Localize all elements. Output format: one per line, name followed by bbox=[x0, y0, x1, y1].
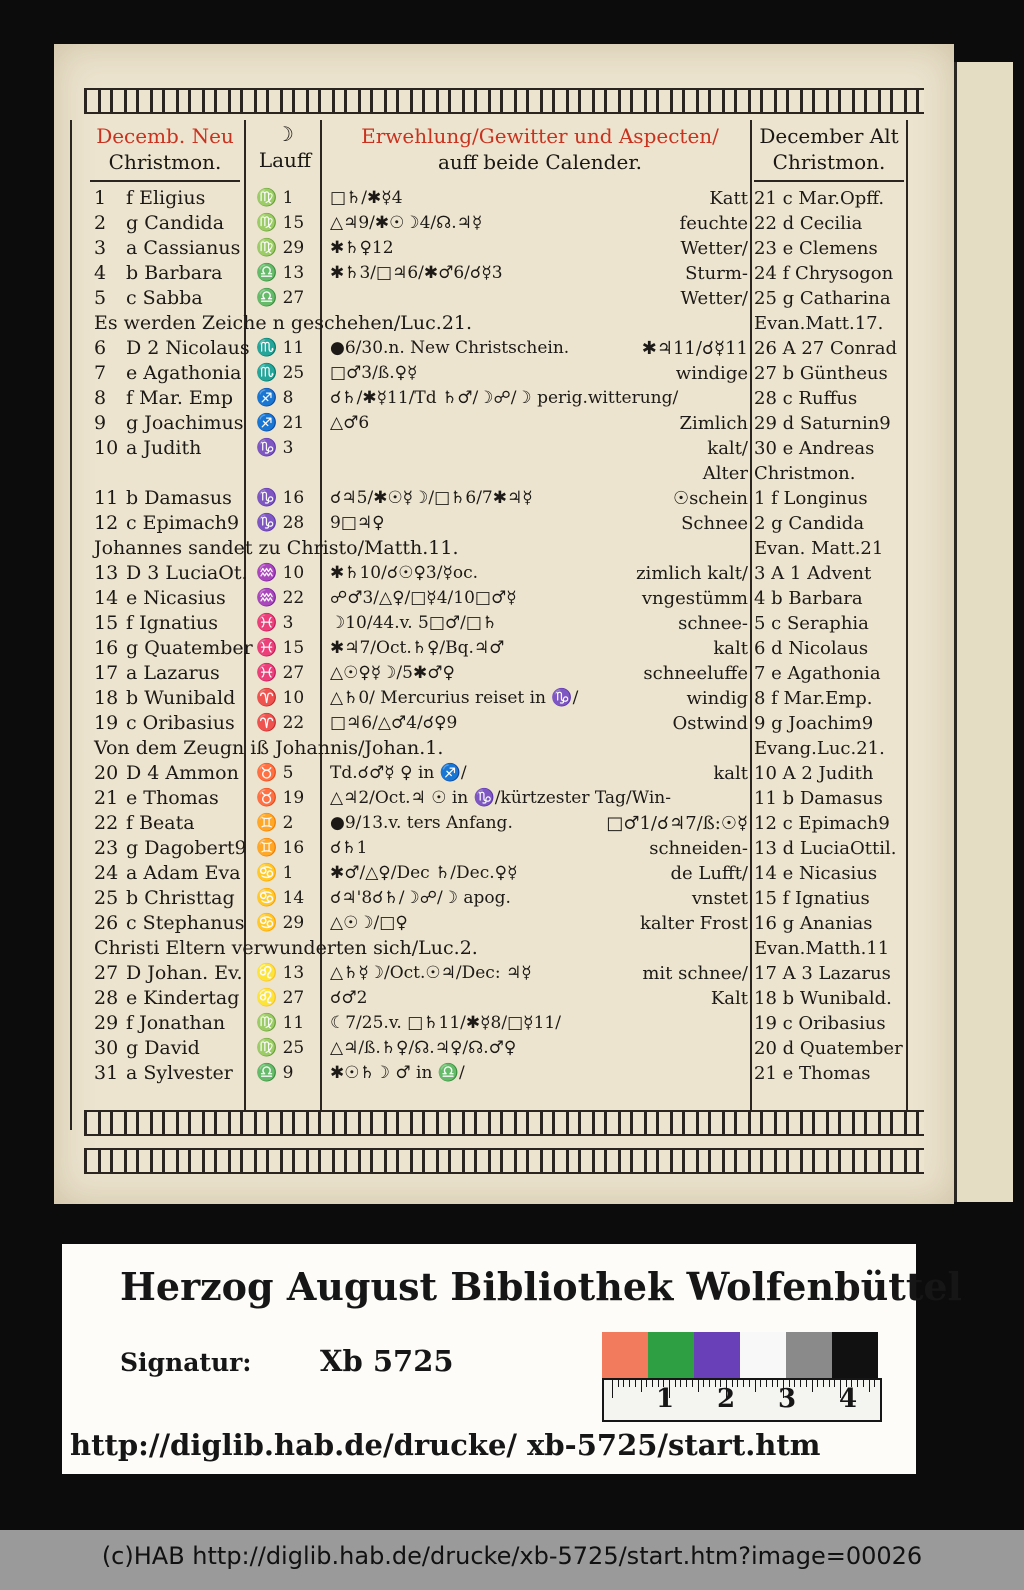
weather-text: Zimlich bbox=[679, 413, 748, 434]
calendar-row bbox=[54, 636, 954, 661]
col1-title-red: Decemb. Neu bbox=[96, 124, 234, 148]
old-calendar-entry: Evan.Matth.11 bbox=[754, 938, 890, 959]
saint-name: g Quatember bbox=[126, 637, 253, 659]
moon-position: ♎ 9 bbox=[256, 1063, 294, 1083]
moon-position: ♒ 10 bbox=[256, 563, 305, 583]
weather-text: ✱♃11/☌☿11 bbox=[641, 338, 748, 359]
saint-name: f Jonathan bbox=[126, 1012, 226, 1034]
day-number: 9 bbox=[94, 412, 107, 434]
weather-text: kalter Frost bbox=[639, 913, 748, 934]
ruler-tick bbox=[743, 1380, 744, 1387]
ruler-tick bbox=[760, 1380, 761, 1387]
day-number: 27 bbox=[94, 962, 119, 984]
moon-position: ♌ 27 bbox=[256, 988, 305, 1008]
moon-position: ♍ 11 bbox=[256, 1013, 305, 1033]
calendar-row bbox=[54, 186, 954, 211]
ruler-tick bbox=[635, 1380, 636, 1387]
gospel-reading-line: Von dem Zeugn iß Johannis/Johan.1. bbox=[94, 737, 444, 759]
old-calendar-entry: 10 A 2 Judith bbox=[754, 763, 874, 784]
ruler-tick bbox=[874, 1380, 875, 1387]
calendar-row bbox=[54, 1036, 954, 1061]
calendar-row bbox=[54, 461, 954, 486]
ruler-tick bbox=[857, 1380, 858, 1387]
col3-title: auff beide Calender. bbox=[437, 150, 643, 174]
day-number: 6 bbox=[94, 337, 107, 359]
day-number: 28 bbox=[94, 987, 119, 1009]
calendar-row bbox=[54, 486, 954, 511]
old-calendar-entry: 9 g Joachim9 bbox=[754, 713, 874, 734]
moon-position: ♑ 28 bbox=[256, 513, 305, 533]
old-calendar-entry: Evang.Luc.21. bbox=[754, 738, 885, 759]
middle-ornament-border bbox=[84, 1110, 924, 1136]
old-calendar-entry: 29 d Saturnin9 bbox=[754, 413, 891, 434]
day-number: 30 bbox=[94, 1037, 119, 1059]
weather-text: vngestümm bbox=[641, 588, 748, 609]
weather-text: Alter bbox=[702, 463, 748, 484]
day-number: 20 bbox=[94, 762, 119, 784]
old-calendar-entry: Evan.Matt.17. bbox=[754, 313, 884, 334]
ruler-number: 2 bbox=[717, 1384, 736, 1414]
old-calendar-entry: 1 f Longinus bbox=[754, 488, 868, 509]
day-number: 31 bbox=[94, 1062, 119, 1084]
calendar-row bbox=[54, 961, 954, 986]
saint-name: b Damasus bbox=[126, 487, 232, 509]
ruler-tick bbox=[800, 1380, 801, 1387]
old-calendar-entry: 12 c Epimach9 bbox=[754, 813, 890, 834]
aspect-text: △♃9/✱☉☽4/☊.♃☿ bbox=[330, 213, 483, 233]
moon-position: ♏ 11 bbox=[256, 338, 305, 358]
calendar-row bbox=[54, 661, 954, 686]
day-number: 13 bbox=[94, 562, 119, 584]
ruler-tick bbox=[623, 1380, 624, 1387]
aspect-text: ✱☉♄☽ ♂ in ♎/ bbox=[330, 1063, 465, 1083]
weather-text: □♂1/☌♃7/ß:☉☿ bbox=[606, 813, 748, 834]
day-number: 5 bbox=[94, 287, 107, 309]
moon-position: ♉ 19 bbox=[256, 788, 305, 808]
weather-text: kalt bbox=[713, 638, 748, 659]
weather-text: schnee- bbox=[678, 613, 748, 634]
weather-text: Wetter/ bbox=[680, 238, 748, 259]
col2-title-moon: ☽ bbox=[276, 122, 294, 146]
calendar-row bbox=[54, 436, 954, 461]
aspect-text: ☌♃'8☌♄/☽☍/☽ apog. bbox=[330, 888, 511, 908]
ruler-tick bbox=[692, 1380, 693, 1387]
day-number: 7 bbox=[94, 362, 107, 384]
aspect-text: ✱♄3/□♃6/✱♂6/☌☿3 bbox=[330, 263, 503, 283]
ruler-tick bbox=[749, 1380, 750, 1387]
weather-text: Wetter/ bbox=[680, 288, 748, 309]
moon-position: ♑ 16 bbox=[256, 488, 305, 508]
ruler-tick bbox=[737, 1380, 738, 1387]
saint-name: f Beata bbox=[126, 812, 195, 834]
calendar-row bbox=[54, 311, 954, 336]
day-number: 10 bbox=[94, 437, 119, 459]
day-number: 17 bbox=[94, 662, 119, 684]
old-calendar-entry: 6 d Nicolaus bbox=[754, 638, 869, 659]
calendar-row bbox=[54, 986, 954, 1011]
calendar-row bbox=[54, 511, 954, 536]
day-number: 11 bbox=[94, 487, 119, 509]
old-calendar-entry: Christmon. bbox=[754, 463, 856, 484]
library-label-card bbox=[62, 1244, 962, 1474]
old-calendar-entry: 15 f Ignatius bbox=[754, 888, 870, 909]
calendar-page bbox=[54, 44, 954, 1204]
moon-position: ♈ 22 bbox=[256, 713, 305, 733]
ruler-tick bbox=[618, 1380, 619, 1387]
saint-name: D 3 LuciaOt. bbox=[126, 562, 248, 584]
saint-name: D 2 Nicolaus bbox=[126, 337, 250, 359]
ruler-tick bbox=[772, 1380, 773, 1387]
old-calendar-entry: 21 c Mar.Opff. bbox=[754, 188, 885, 209]
saint-name: e Nicasius bbox=[126, 587, 226, 609]
saint-name: b Christtag bbox=[126, 887, 235, 909]
color-swatch bbox=[602, 1332, 648, 1378]
day-number: 4 bbox=[94, 262, 107, 284]
old-calendar-entry: 21 e Thomas bbox=[754, 1063, 871, 1084]
color-swatch bbox=[648, 1332, 694, 1378]
calendar-row bbox=[54, 586, 954, 611]
aspect-text: ☌♂2 bbox=[330, 988, 368, 1008]
ruler-tick bbox=[680, 1380, 681, 1387]
old-calendar-entry: Evan. Matt.21 bbox=[754, 538, 884, 559]
aspect-text: ☌♃5/✱☉☿☽/□♄6/7✱♃☿ bbox=[330, 488, 533, 508]
bottom-ornament-border bbox=[84, 1148, 924, 1174]
ruler-tick bbox=[703, 1380, 704, 1387]
calendar-row bbox=[54, 611, 954, 636]
header-rule-4 bbox=[754, 180, 904, 182]
aspect-text: △♄0/ Mercurius reiset in ♑/ bbox=[330, 688, 579, 708]
saint-name: g Joachimus bbox=[126, 412, 244, 434]
ruler-tick bbox=[829, 1380, 830, 1387]
calendar-row bbox=[54, 236, 954, 261]
moon-position: ♋ 1 bbox=[256, 863, 294, 883]
saint-name: b Wunibald bbox=[126, 687, 236, 709]
aspect-text: □♃6/△♂4/☌♀9 bbox=[330, 713, 458, 733]
weather-text: Kalt bbox=[710, 988, 748, 1009]
aspect-text: Td.☌♂☿ ♀ in ♐/ bbox=[330, 763, 467, 783]
ruler-tick bbox=[629, 1380, 630, 1387]
old-calendar-entry: 18 b Wunibald. bbox=[754, 988, 892, 1009]
calendar-row bbox=[54, 536, 954, 561]
ruler-tick bbox=[675, 1380, 676, 1387]
ruler-tick bbox=[823, 1380, 824, 1387]
saint-name: c Stephanus bbox=[126, 912, 245, 934]
day-number: 16 bbox=[94, 637, 119, 659]
saint-name: a Adam Eva bbox=[126, 862, 241, 884]
moon-position: ♏ 25 bbox=[256, 363, 305, 383]
aspect-text: □♂3/ß.♀☿ bbox=[330, 363, 418, 383]
calendar-row bbox=[54, 936, 954, 961]
ruler-tick bbox=[646, 1380, 647, 1387]
ruler-number: 1 bbox=[656, 1384, 675, 1414]
scale-ruler bbox=[602, 1378, 882, 1422]
aspect-text: ●9/13.v. ters Anfang. bbox=[330, 813, 513, 833]
saint-name: a Sylvester bbox=[126, 1062, 233, 1084]
saint-name: e Thomas bbox=[126, 787, 219, 809]
weather-text: Katt bbox=[709, 188, 748, 209]
saint-name: a Judith bbox=[126, 437, 202, 459]
old-calendar-entry: 2 g Candida bbox=[754, 513, 865, 534]
top-ornament-border bbox=[84, 88, 924, 114]
calendar-row bbox=[54, 736, 954, 761]
moon-position: ♍ 29 bbox=[256, 238, 305, 258]
ruler-tick bbox=[641, 1380, 642, 1392]
calendar-row bbox=[54, 886, 954, 911]
saint-name: a Lazarus bbox=[126, 662, 220, 684]
ruler-tick bbox=[709, 1380, 710, 1387]
day-number: 22 bbox=[94, 812, 119, 834]
moon-position: ♑ 3 bbox=[256, 438, 294, 458]
old-calendar-entry: 17 A 3 Lazarus bbox=[754, 963, 891, 984]
calendar-row bbox=[54, 1011, 954, 1036]
aspect-text: ☾7/25.v. □♄11/✱☿8/□☿11/ bbox=[330, 1013, 561, 1033]
moon-position: ♉ 5 bbox=[256, 763, 294, 783]
old-calendar-entry: 22 d Cecilia bbox=[754, 213, 863, 234]
day-number: 15 bbox=[94, 612, 119, 634]
moon-position: ♒ 22 bbox=[256, 588, 305, 608]
catalog-url: http://diglib.hab.de/drucke/ xb-5725/start.htm bbox=[70, 1428, 821, 1462]
old-calendar-entry: 11 b Damasus bbox=[754, 788, 883, 809]
saint-name: c Epimach9 bbox=[126, 512, 240, 534]
ruler-tick bbox=[806, 1380, 807, 1387]
day-number: 23 bbox=[94, 837, 119, 859]
aspect-text: △♂6 bbox=[330, 413, 370, 433]
moon-position: ♓ 3 bbox=[256, 613, 294, 633]
saint-name: a Cassianus bbox=[126, 237, 241, 259]
aspect-text: △♄☿☽/Oct.☉♃/Dec: ♃☿ bbox=[330, 963, 532, 983]
ruler-number: 3 bbox=[778, 1384, 797, 1414]
old-calendar-entry: 7 e Agathonia bbox=[754, 663, 881, 684]
old-calendar-entry: 8 f Mar.Emp. bbox=[754, 688, 873, 709]
day-number: 26 bbox=[94, 912, 119, 934]
old-calendar-entry: 16 g Ananias bbox=[754, 913, 873, 934]
day-number: 12 bbox=[94, 512, 119, 534]
old-calendar-entry: 25 g Catharina bbox=[754, 288, 891, 309]
saint-name: b Barbara bbox=[126, 262, 223, 284]
ruler-tick bbox=[863, 1380, 864, 1387]
calendar-row bbox=[54, 286, 954, 311]
moon-position: ♈ 10 bbox=[256, 688, 305, 708]
calendar-row bbox=[54, 761, 954, 786]
moon-position: ♐ 8 bbox=[256, 388, 294, 408]
aspect-text: ☽10/44.v. 5□♂/□♄ bbox=[330, 613, 498, 633]
aspect-text: ✱♂/△♀/Dec ♄/Dec.♀☿ bbox=[330, 863, 518, 883]
moon-position: ♐ 21 bbox=[256, 413, 305, 433]
old-calendar-entry: 19 c Oribasius bbox=[754, 1013, 886, 1034]
saint-name: f Eligius bbox=[126, 187, 206, 209]
moon-position: ♊ 2 bbox=[256, 813, 294, 833]
footer-copyright-url: (c)HAB http://diglib.hab.de/drucke/xb-5725/start.htm?image=00026 bbox=[101, 1542, 923, 1570]
old-calendar-entry: 5 c Seraphia bbox=[754, 613, 869, 634]
old-calendar-entry: 14 e Nicasius bbox=[754, 863, 878, 884]
color-swatch bbox=[740, 1332, 786, 1378]
ruler-tick bbox=[766, 1380, 767, 1387]
ruler-tick bbox=[652, 1380, 653, 1387]
calendar-row bbox=[54, 411, 954, 436]
gospel-reading-line: Johannes sandet zu Christo/Matth.11. bbox=[94, 537, 459, 559]
calendar-row bbox=[54, 711, 954, 736]
weather-text: kalt/ bbox=[707, 438, 748, 459]
old-calendar-entry: 27 b Güntheus bbox=[754, 363, 888, 384]
weather-text: vnstet bbox=[691, 888, 748, 909]
aspect-text: ✱♄♀12 bbox=[330, 238, 394, 258]
calendar-rows bbox=[54, 186, 954, 1106]
col3-title-red: Erwehlung/Gewitter und Aspecten/ bbox=[361, 124, 719, 148]
col1-title: Christmon. bbox=[108, 150, 222, 174]
old-calendar-entry: 13 d LuciaOttil. bbox=[754, 838, 897, 859]
old-calendar-entry: 20 d Quatember bbox=[754, 1038, 903, 1059]
calendar-row bbox=[54, 211, 954, 236]
moon-position: ♎ 27 bbox=[256, 288, 305, 308]
aspect-text: △♃2/Oct.♃ ☉ in ♑/kürtzester Tag/Win- bbox=[330, 788, 671, 808]
saint-name: g Candida bbox=[126, 212, 225, 234]
aspect-text: 9□♃♀ bbox=[330, 513, 385, 533]
aspect-text: ☌♄/✱☿11/Td ♄♂/☽☍/☽ perig.witterung/ bbox=[330, 388, 679, 408]
weather-text: de Lufft/ bbox=[670, 863, 748, 884]
saint-name: e Agathonia bbox=[126, 362, 242, 384]
weather-text: ☉schein bbox=[672, 488, 748, 509]
day-number: 14 bbox=[94, 587, 119, 609]
moon-position: ♍ 25 bbox=[256, 1038, 305, 1058]
day-number: 1 bbox=[94, 187, 107, 209]
weather-text: feuchte bbox=[679, 213, 748, 234]
calendar-row bbox=[54, 786, 954, 811]
day-number: 3 bbox=[94, 237, 107, 259]
moon-position: ♊ 16 bbox=[256, 838, 305, 858]
calendar-row bbox=[54, 911, 954, 936]
calendar-row bbox=[54, 836, 954, 861]
aspect-text: ✱♄10/☌☉♀3/☿oc. bbox=[330, 563, 479, 583]
aspect-text: ☌♄1 bbox=[330, 838, 368, 858]
color-swatch bbox=[786, 1332, 832, 1378]
calendar-row bbox=[54, 336, 954, 361]
moon-position: ♍ 1 bbox=[256, 188, 294, 208]
ruler-tick bbox=[869, 1380, 870, 1392]
moon-position: ♋ 14 bbox=[256, 888, 305, 908]
moon-position: ♓ 27 bbox=[256, 663, 305, 683]
saint-name: c Oribasius bbox=[126, 712, 235, 734]
weather-text: Sturm- bbox=[685, 263, 748, 284]
old-calendar-entry: 23 e Clemens bbox=[754, 238, 878, 259]
ruler-tick bbox=[698, 1380, 699, 1392]
moon-position: ♋ 29 bbox=[256, 913, 305, 933]
moon-position: ♓ 15 bbox=[256, 638, 305, 658]
old-calendar-entry: 24 f Chrysogon bbox=[754, 263, 894, 284]
old-calendar-entry: 28 c Ruffus bbox=[754, 388, 858, 409]
header-rule-1 bbox=[90, 180, 240, 182]
weather-text: kalt bbox=[713, 763, 748, 784]
saint-name: c Sabba bbox=[126, 287, 203, 309]
saint-name: f Ignatius bbox=[126, 612, 219, 634]
old-calendar-entry: 4 b Barbara bbox=[754, 588, 863, 609]
moon-position: ♎ 13 bbox=[256, 263, 305, 283]
aspect-text: △♃/ß.♄♀/☊.♃♀/☊.♂♀ bbox=[330, 1038, 517, 1058]
calendar-row bbox=[54, 261, 954, 286]
ruler-tick bbox=[817, 1380, 818, 1387]
viewer-footer bbox=[0, 1530, 1024, 1590]
ruler-tick bbox=[715, 1380, 716, 1387]
color-swatch bbox=[832, 1332, 878, 1378]
weather-text: windig bbox=[686, 688, 748, 709]
aspect-text: △☉♀☿☽/5✱♂♀ bbox=[330, 663, 455, 683]
day-number: 21 bbox=[94, 787, 119, 809]
color-swatch bbox=[694, 1332, 740, 1378]
moon-position: ♍ 15 bbox=[256, 213, 305, 233]
calendar-row bbox=[54, 561, 954, 586]
calendar-row bbox=[54, 811, 954, 836]
col4-title2: Christmon. bbox=[772, 150, 886, 174]
saint-name: g David bbox=[126, 1037, 200, 1059]
day-number: 25 bbox=[94, 887, 119, 909]
aspect-text: □♄/✱☿4 bbox=[330, 188, 403, 208]
weather-text: mit schnee/ bbox=[642, 963, 748, 984]
weather-text: Schnee bbox=[681, 513, 748, 534]
calendar-row bbox=[54, 861, 954, 886]
library-name: Herzog August Bibliothek Wolfenbüttel bbox=[120, 1264, 962, 1309]
col2-title: Lauff bbox=[258, 148, 312, 172]
ruler-tick bbox=[612, 1380, 613, 1398]
aspect-text: ✱♃7/Oct.♄♀/Bq.♃♂ bbox=[330, 638, 505, 658]
weather-text: windige bbox=[675, 363, 748, 384]
saint-name: g Dagobert9 bbox=[126, 837, 247, 859]
saint-name: D Johan. Ev. bbox=[126, 962, 243, 984]
weather-text: Ostwind bbox=[672, 713, 748, 734]
moon-position: ♌ 13 bbox=[256, 963, 305, 983]
day-number: 2 bbox=[94, 212, 107, 234]
calendar-row bbox=[54, 1061, 954, 1086]
ruler-tick bbox=[686, 1380, 687, 1387]
aspect-text: ☍♂3/△♀/□☿4/10□♂☿ bbox=[330, 588, 517, 608]
weather-text: zimlich kalt/ bbox=[636, 563, 748, 584]
ruler-tick bbox=[812, 1380, 813, 1392]
day-number: 24 bbox=[94, 862, 119, 884]
signatur-value: Xb 5725 bbox=[320, 1344, 454, 1378]
weather-text: schneiden- bbox=[649, 838, 748, 859]
gospel-reading-line: Es werden Zeiche n geschehen/Luc.21. bbox=[94, 312, 473, 334]
signatur-label: Signatur: bbox=[120, 1348, 252, 1377]
day-number: 8 bbox=[94, 387, 107, 409]
old-calendar-entry: 30 e Andreas bbox=[754, 438, 875, 459]
aspect-text: △☉☽/□♀ bbox=[330, 913, 408, 933]
saint-name: e Kindertag bbox=[126, 987, 240, 1009]
saint-name: D 4 Ammon bbox=[126, 762, 239, 784]
ruler-tick bbox=[834, 1380, 835, 1387]
calendar-row bbox=[54, 361, 954, 386]
calendar-row bbox=[54, 686, 954, 711]
weather-text: schneeluffe bbox=[643, 663, 748, 684]
day-number: 29 bbox=[94, 1012, 119, 1034]
gospel-reading-line: Christi Eltern verwunderten sich/Luc.2. bbox=[94, 937, 478, 959]
old-calendar-entry: 3 A 1 Advent bbox=[754, 563, 872, 584]
ruler-number: 4 bbox=[839, 1384, 858, 1414]
aspect-text: ●6/30.n. New Christschein. bbox=[330, 338, 570, 358]
col4-title: December Alt bbox=[759, 124, 899, 148]
calendar-row bbox=[54, 386, 954, 411]
day-number: 19 bbox=[94, 712, 119, 734]
ruler-tick bbox=[755, 1380, 756, 1392]
saint-name: f Mar. Emp bbox=[126, 387, 233, 409]
old-calendar-entry: 26 A 27 Conrad bbox=[754, 338, 898, 359]
day-number: 18 bbox=[94, 687, 119, 709]
next-page-edge bbox=[954, 62, 1013, 1202]
